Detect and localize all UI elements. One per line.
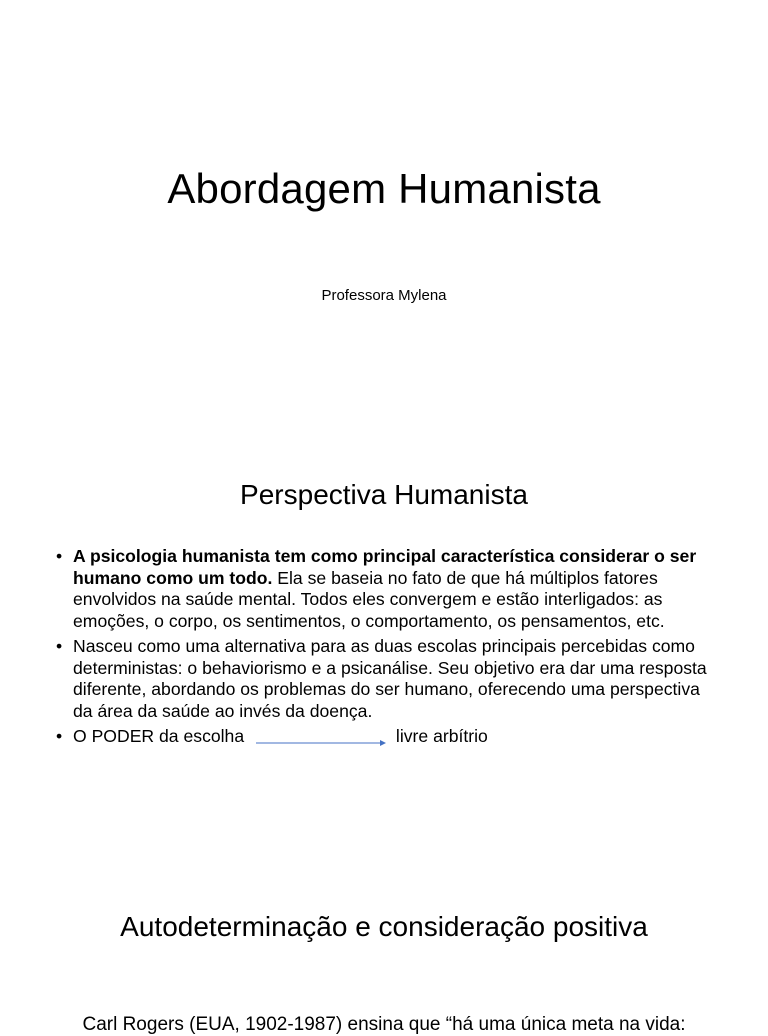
slide-heading: Autodeterminação e consideração positiva bbox=[120, 911, 648, 942]
bullet-list bbox=[56, 546, 716, 752]
bullet-text-right: livre arbítrio bbox=[395, 726, 488, 746]
bullet-text-left: O PODER da escolha bbox=[73, 726, 245, 746]
bullet-icon: • bbox=[56, 546, 63, 566]
bullet-icon: • bbox=[56, 636, 63, 656]
bullet-item bbox=[56, 726, 716, 748]
slide-title bbox=[0, 0, 768, 432]
bullet-text: Ela se baseia no fato de que há múltiplos fatores envolvidos na saúde mental. Todos eles convergem e estão interligados: as emoções, o corpo, os sentimentos, o comportamento, os pensamentos, etc. bbox=[73, 567, 665, 631]
slide-subtitle: Professora Mylena bbox=[321, 287, 447, 304]
slide-title-heading: Abordagem Humanista bbox=[167, 165, 601, 212]
slide-perspectiva bbox=[0, 432, 768, 864]
slide-heading: Perspectiva Humanista bbox=[240, 479, 528, 510]
bullet-icon: • bbox=[56, 726, 63, 746]
slide-autodeterminacao bbox=[0, 864, 768, 1035]
body-text: Carl Rogers (EUA, 1902-1987) ensina que “há uma única meta na vida: bbox=[82, 1014, 686, 1035]
arrow-right-icon bbox=[255, 732, 387, 742]
bullet-text: Nasceu como uma alternativa para as duas escolas principais percebidas como deterministas: o behaviorismo e a psicanálise. Seu objetivo era dar uma resposta diferente, abordando os problemas do ser humano, oferecendo uma perspectiva da área da saúde ao invés da doença. bbox=[73, 636, 707, 721]
bullet-item bbox=[56, 636, 716, 722]
bullet-item bbox=[56, 546, 716, 632]
bullet-bold-text: A psicologia humanista tem como principal característica considerar o ser humano como um todo. bbox=[73, 546, 697, 588]
